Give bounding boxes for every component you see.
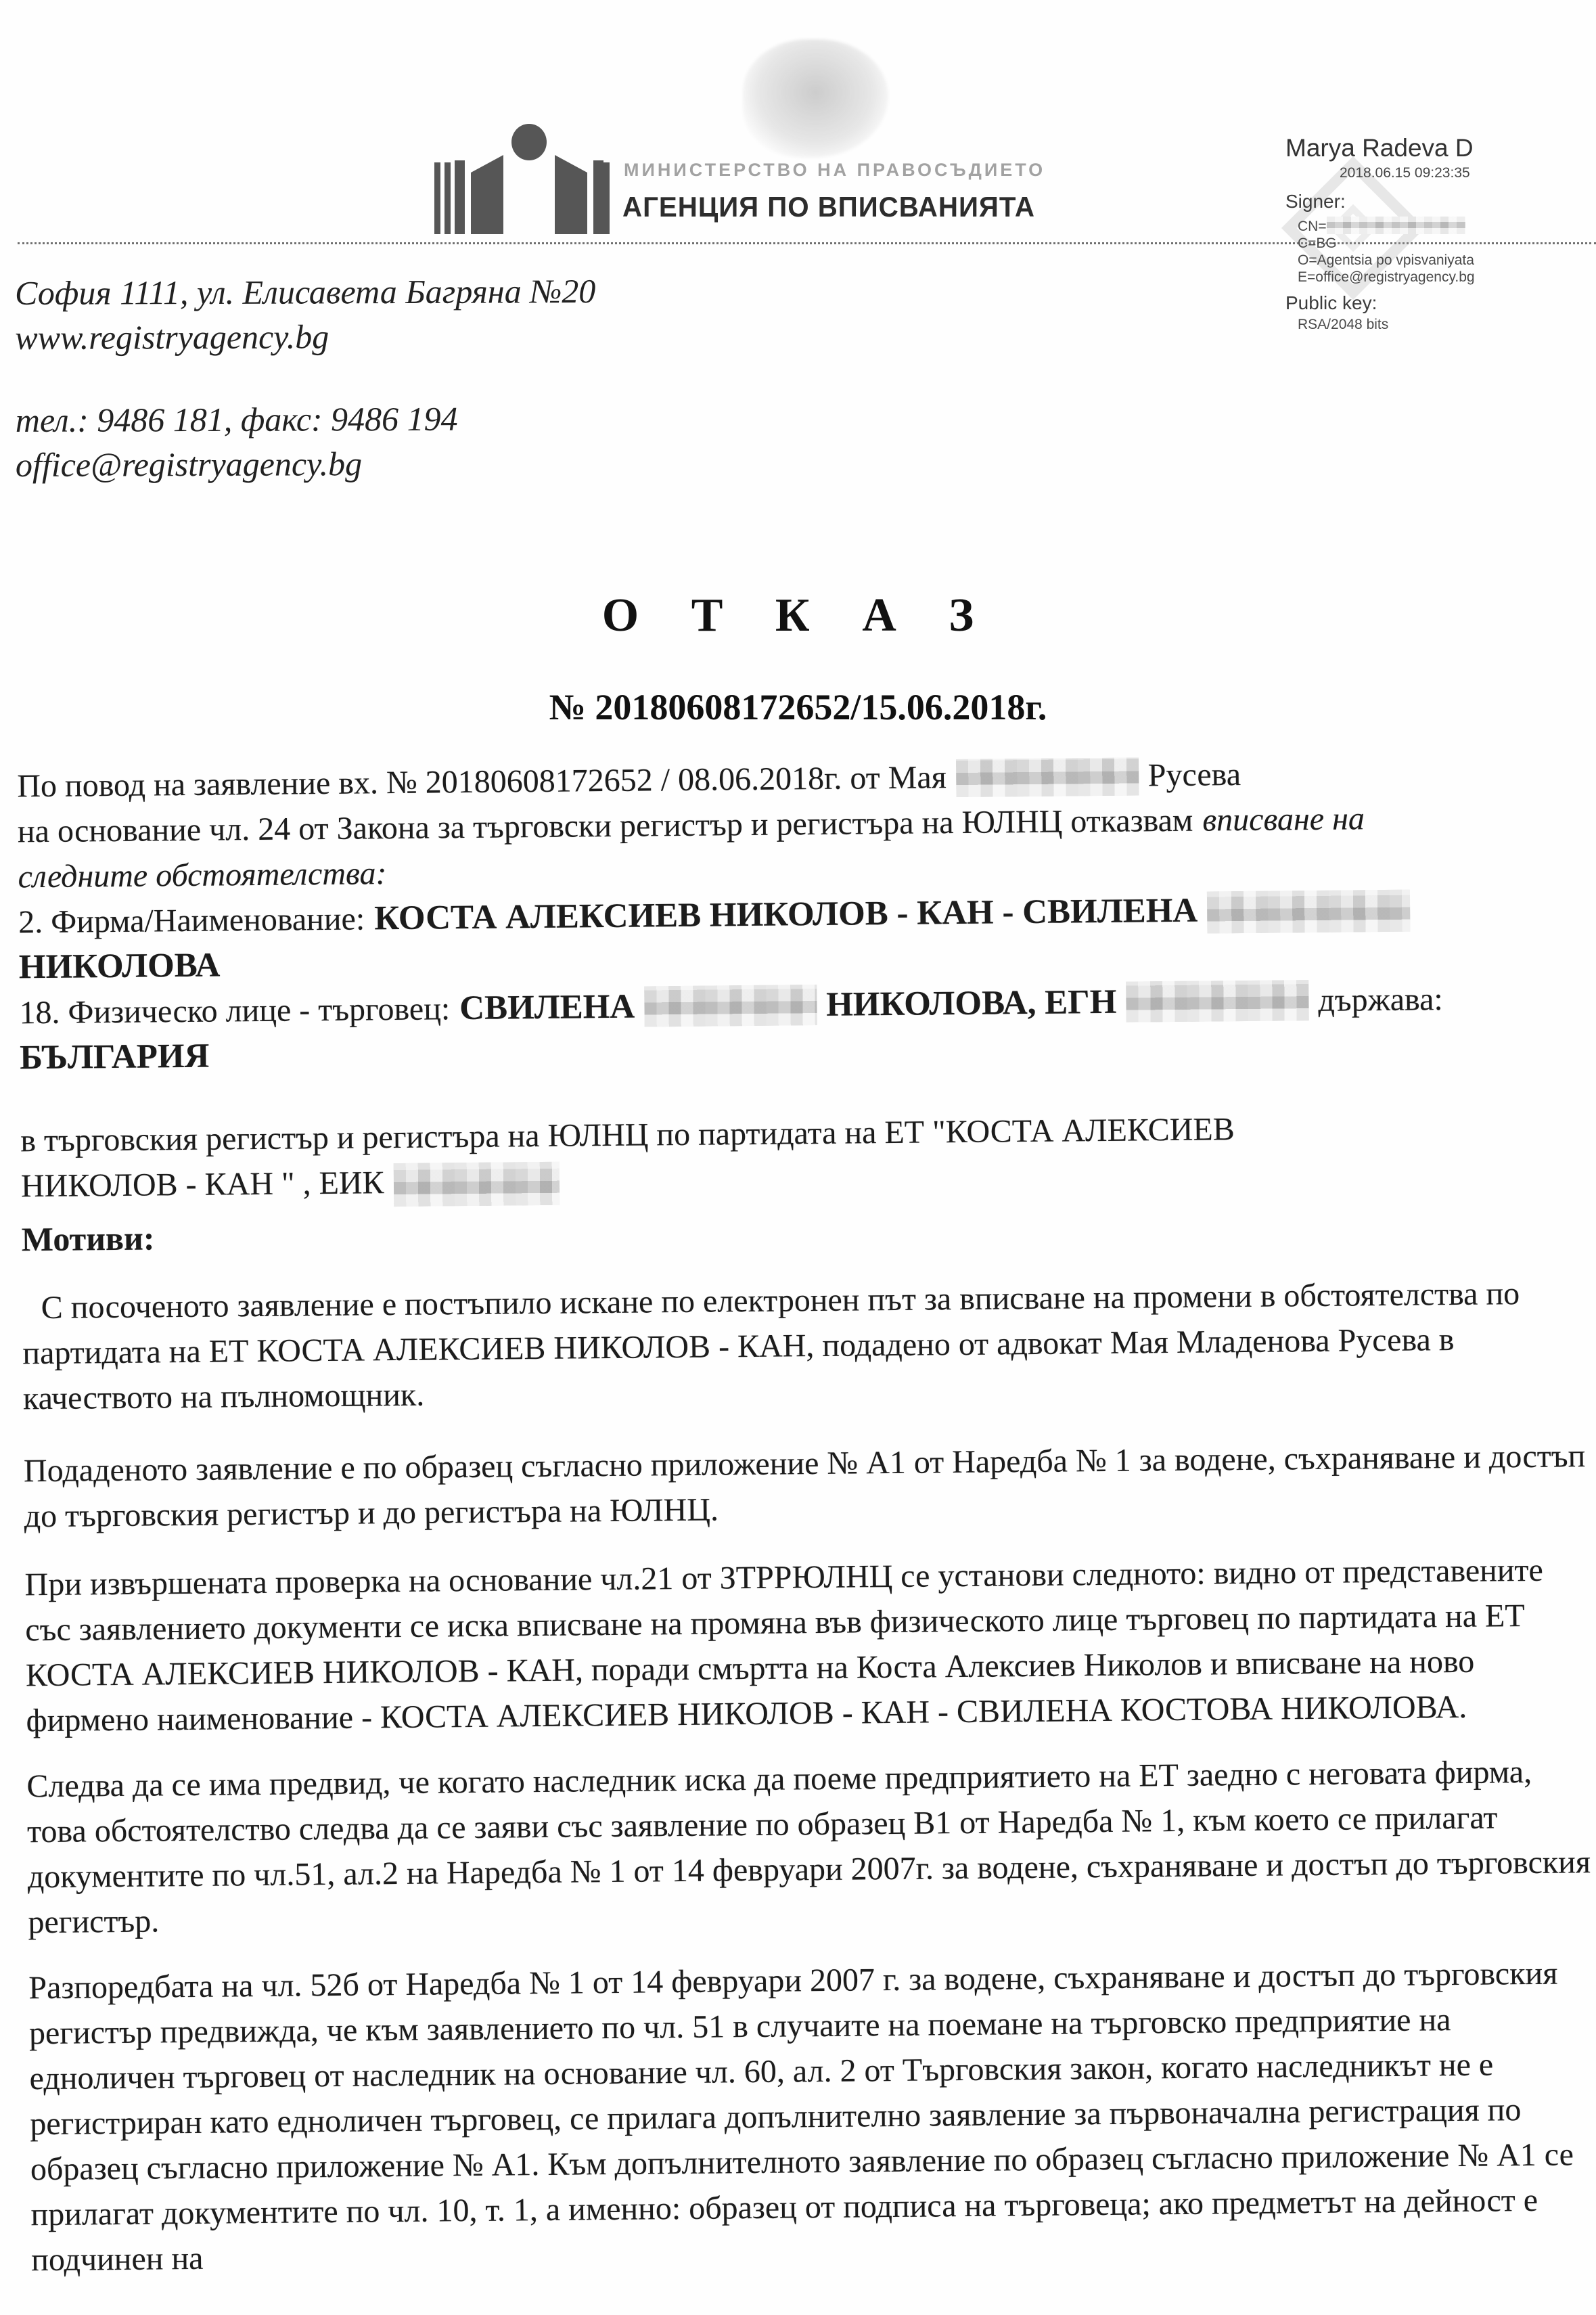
registry-paragraph: [20, 1103, 1592, 1210]
registry-line2: НИКОЛОВ - КАН " , ЕИК: [20, 1165, 384, 1205]
public-key-value: RSA/2048 bits: [1298, 317, 1389, 332]
intro-paragraph: [17, 748, 1589, 899]
motives-paragraph-5: Разпоредбата на чл. 52б от Наредба № 1 от 14 февруари 2007 г. за водене, съхраняване и достъп до търговския регистър предвижда, че към заявлението по чл. 51 в случаите на поемане на търговско предприятие на едноличен търговец от наследник на основание чл. 60, ал. 2 от Търговския закон, когато наследникът не е регистриран като едноличен търговец, се прилага допълнително заявление за първоначална регистрация по образец съгласно приложение № А1. Към допълнителното заявление по образец съгласно приложение № А1 се прилагат документите по чл. 10, т. 1, а именно: образец от подписа на търговеца; ако предметът на дейност е подчинен на: [28, 1955, 1574, 2278]
intro-line3-italic: следните обстоятелства:: [18, 855, 387, 895]
item-firm-value: КОСТА АЛЕКСИЕВ НИКОЛОВ - КАН - СВИЛЕНА: [373, 891, 1198, 938]
item-person-label: 18. Физическо лице - търговец:: [19, 991, 451, 1031]
cert-email: E=office@registryagency.bg: [1298, 269, 1475, 285]
agency-name: АГЕНЦИЯ ПО ВПИСВАНИЯТА: [622, 191, 1035, 223]
spacer: [15, 358, 595, 398]
item-person-country-label: държава:: [1318, 981, 1443, 1018]
public-key-label: Public key:: [1285, 292, 1377, 313]
redacted-eik: [393, 1162, 560, 1207]
cert-organization: O=Agentsia po vpisvaniyata: [1298, 252, 1474, 268]
registry-agency-logo-icon: [433, 124, 612, 238]
item-firm: [18, 884, 1590, 990]
motives-paragraph-1: С посоченото заявление е постъпило искане по електронен път за вписване на промени в обстоятелства по партидата на ЕТ КОСТА АЛЕКСИЕВ НИКОЛОВ - КАН, подадено от адвокат Мая Младенова Русева в качеството на пълномощник.: [22, 1276, 1520, 1417]
intro-line1-surname: Русева: [1147, 757, 1241, 794]
item-firm-value-line2: НИКОЛОВА: [18, 946, 221, 987]
redacted-cn-value: [1327, 217, 1465, 234]
agency-website: www.registryagency.bg: [15, 317, 329, 357]
cert-country: C=BG: [1298, 235, 1337, 251]
motives-paragraph-4: Следва да се има предвид, че когато наследник иска да поеме предприятието на ЕТ заедно с неговата фирма, това обстоятелство следва да се заяви със заявление по образец В1 от Наредба № 1, към което се прилагат документите по чл.51, ал.2 на Наредба № 1 от 14 февруари 2007г. за водене, съхраняване и достъп до търговския регистър.: [26, 1753, 1591, 1941]
digital-signature-block: [1285, 134, 1583, 333]
signer-name: Marya Radeva D: [1285, 134, 1474, 162]
agency-email: office@registryagency.bg: [15, 445, 363, 484]
cn-prefix: CN=: [1298, 219, 1327, 234]
intro-line2-italic: вписване на: [1202, 801, 1365, 838]
redacted-egn: [1126, 980, 1309, 1022]
motives-paragraph-2: Подаденото заявление е по образец съгласно приложение № А1 от Наредба № 1 за водене, съхраняване и достъп до търговския регистър и до регистъра на ЮЛНЦ.: [23, 1438, 1586, 1535]
item-person-name2: НИКОЛОВА, ЕГН: [825, 983, 1117, 1024]
contact-block: [15, 269, 596, 487]
document-number: № 20180608172652/15.06.2018г.: [549, 687, 1047, 727]
motives-heading: Мотиви:: [21, 1219, 155, 1259]
document-title: О Т К А З: [601, 589, 995, 642]
agency-phones: тел.: 9486 181, факс: 9486 194: [15, 399, 458, 439]
redacted-person-middle-name: [644, 985, 817, 1027]
redacted-firm-name-part: [1207, 890, 1411, 934]
coat-of-arms-watermark-icon: [743, 39, 888, 158]
item-person-name1: СВИЛЕНА: [459, 987, 635, 1028]
ministry-name: МИНИСТЕРСТВО НА ПРАВОСЪДИЕТО: [624, 160, 1046, 180]
registry-line1: в търговския регистър и регистъра на ЮЛНЦ по партидата на ЕТ "КОСТА АЛЕКСИЕВ: [20, 1111, 1235, 1159]
document-body: [17, 748, 1596, 2283]
intro-line2-text: на основание чл. 24 от Закона за търговски регистър и регистъра на ЮЛНЦ отказвам: [17, 802, 1193, 850]
item-person: [19, 975, 1591, 1081]
motives-paragraph-3: При извършената проверка на основание чл.21 от ЗТРРЮЛНЦ се установи следното: видно от представените със заявлението документи се иска вписване на промяна във физическото лице търговец по партидата на ЕТ КОСТА АЛЕКСИЕВ НИКОЛОВ - КАН, поради смъртта на Коста Алексиев Николов и вписване на ново фирмено наименование - КОСТА АЛЕКСИЕВ НИКОЛОВ - КАН - СВИЛЕНА КОСТОВА НИКОЛОВА.: [24, 1552, 1544, 1739]
item-firm-label: 2. Фирма/Наименование:: [18, 901, 365, 941]
signer-label: Signer:: [1285, 191, 1346, 212]
signature-timestamp: 2018.06.15 09:23:35: [1340, 165, 1470, 181]
redacted-applicant-middle-name: [956, 757, 1139, 797]
intro-line1-text: По повод на заявление вх. № 20180608172652 / 08.06.2018г. от Мая: [17, 759, 947, 805]
agency-address: София 1111, ул. Елисавета Багряна №20: [15, 272, 596, 312]
item-person-country: БЪЛГАРИЯ: [19, 1037, 210, 1077]
